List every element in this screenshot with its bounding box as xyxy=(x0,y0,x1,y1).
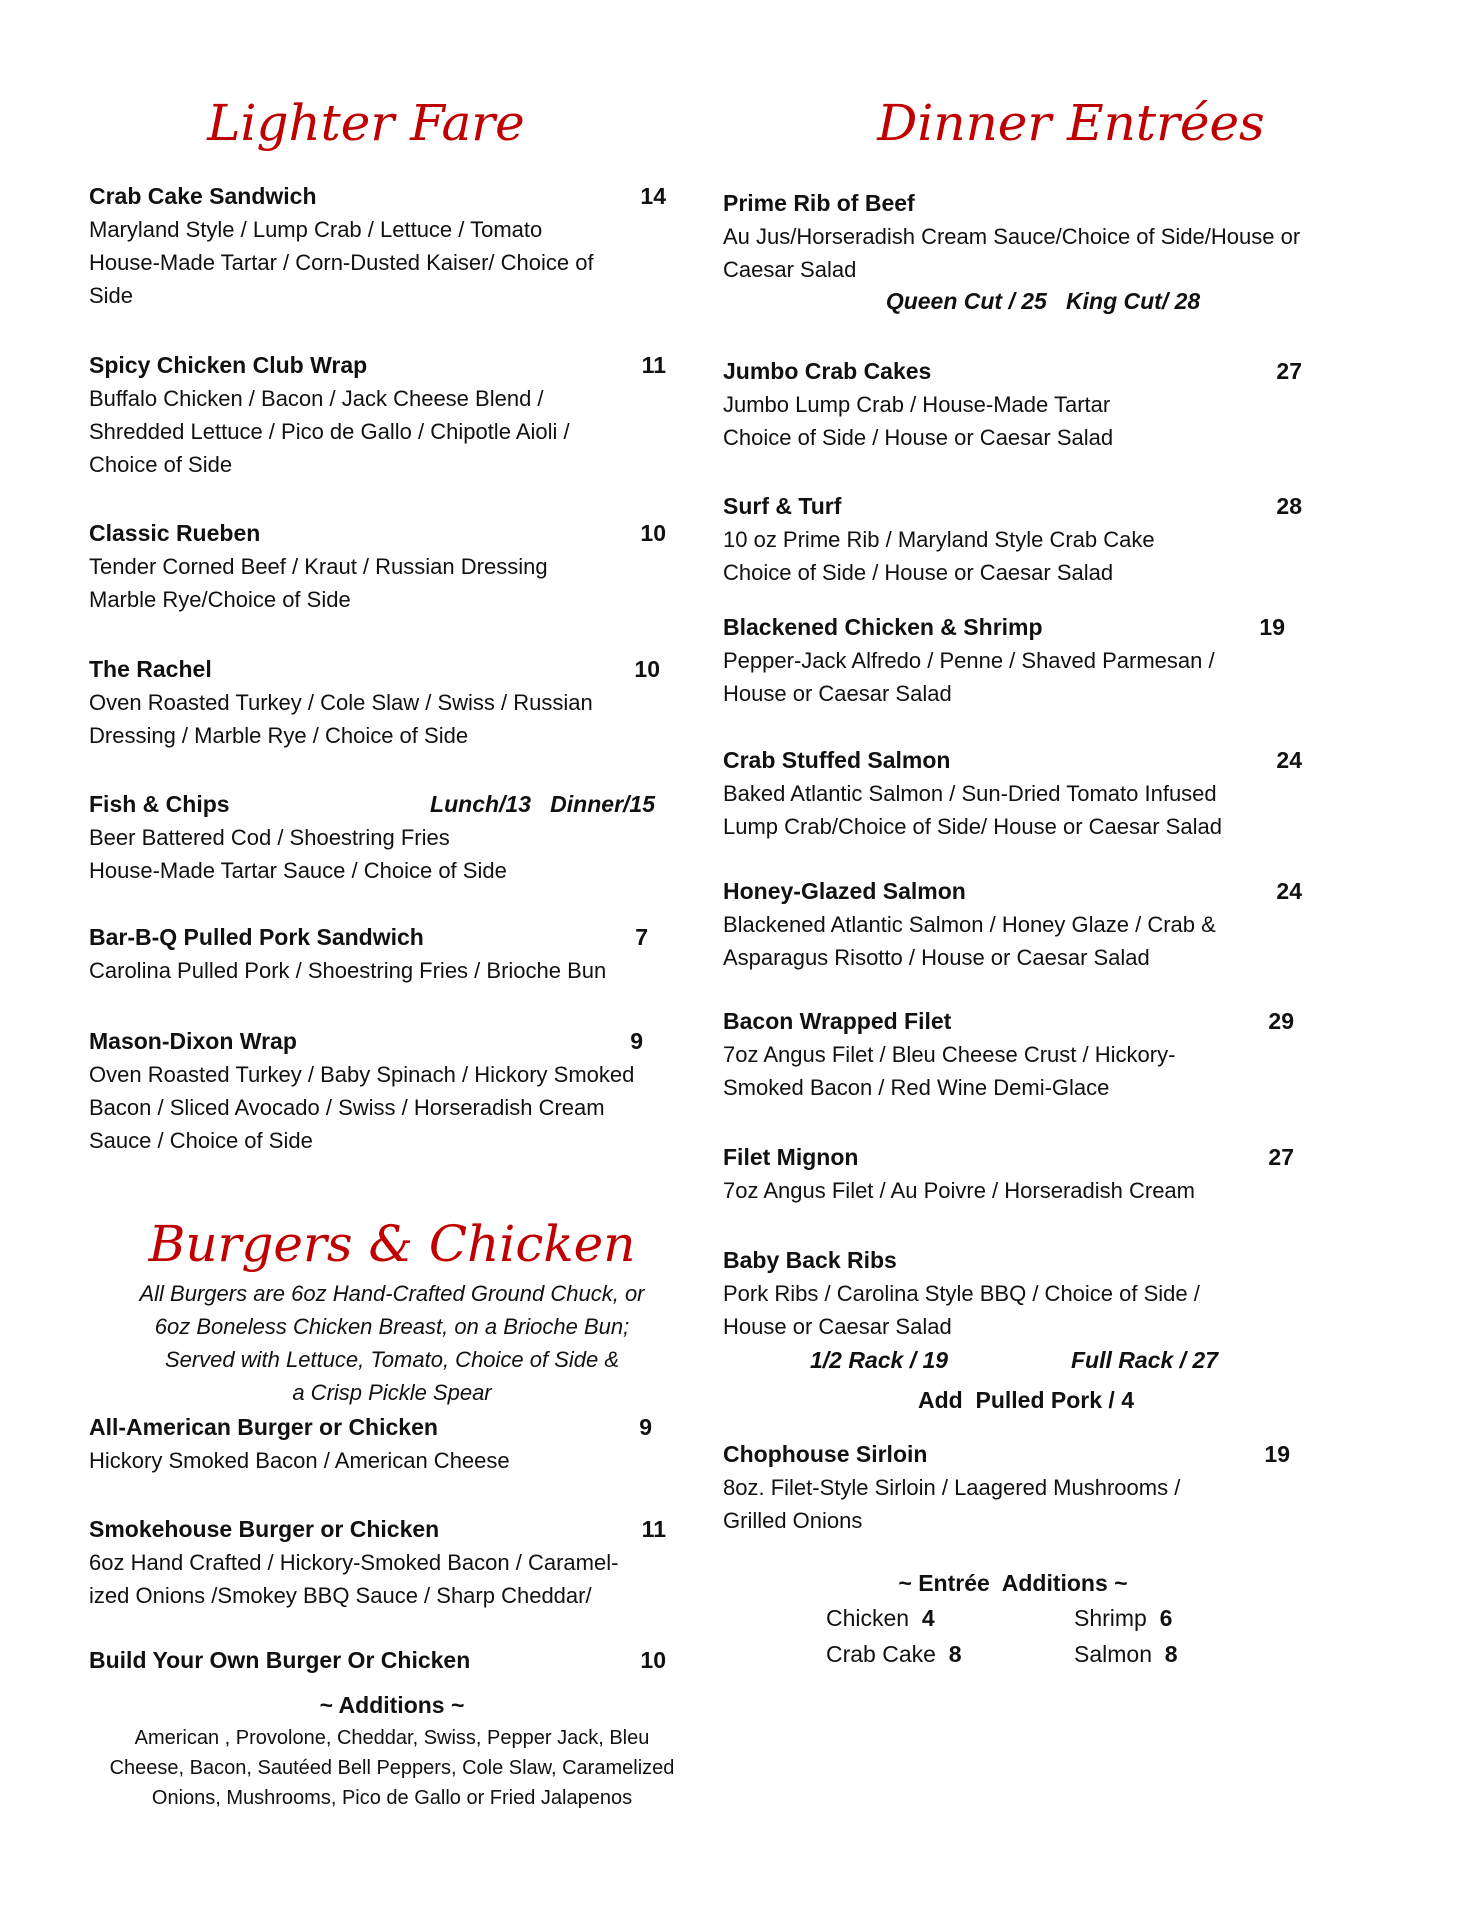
item-name: Blackened Chicken & Shrimp xyxy=(723,614,1043,640)
item-name: Prime Rib of Beef xyxy=(723,190,915,216)
addition-salmon xyxy=(1074,1641,1178,1668)
add-pulled-pork: Add Pulled Pork / 4 xyxy=(918,1387,1134,1413)
item-description: Shredded Lettuce / Pico de Gallo / Chipotle Aioli / xyxy=(89,419,570,444)
additions-line: Cheese, Bacon, Sautéed Bell Peppers, Cole Slaw, Caramelized xyxy=(109,1757,675,1779)
item-description: Au Jus/Horseradish Cream Sauce/Choice of Side/House or xyxy=(723,224,1301,249)
item-price: 27 xyxy=(1276,358,1302,384)
item-description: House-Made Tartar / Corn-Dusted Kaiser/ Choice of xyxy=(89,250,594,275)
item-description: Dressing / Marble Rye / Choice of Side xyxy=(89,723,469,748)
item-price: 29 xyxy=(1268,1008,1294,1034)
menu-item xyxy=(723,875,1302,974)
item-price: Lunch/13 Dinner/15 xyxy=(430,791,655,817)
intro-line: Served with Lettuce, Tomato, Choice of Side & xyxy=(164,1347,620,1372)
item-name: Filet Mignon xyxy=(723,1144,859,1170)
menu-item xyxy=(89,1025,643,1157)
prime-rib-cuts: Queen Cut / 25 King Cut/ 28 xyxy=(885,288,1201,314)
item-description: 7oz Angus Filet / Bleu Cheese Crust / Hickory- xyxy=(723,1042,1176,1067)
item-description: Carolina Pulled Pork / Shoestring Fries / Brioche Bun xyxy=(89,958,607,983)
addition-label: Salmon xyxy=(1074,1641,1152,1667)
item-price: 14 xyxy=(640,183,666,209)
item-price: 7 xyxy=(635,924,648,950)
item-description: Sauce / Choice of Side xyxy=(89,1128,313,1153)
menu-item xyxy=(723,611,1285,710)
intro-line: a Crisp Pickle Spear xyxy=(292,1380,492,1405)
addition-label: Crab Cake xyxy=(826,1641,936,1667)
item-description: Smoked Bacon / Red Wine Demi-Glace xyxy=(723,1075,1110,1100)
item-name: Chophouse Sirloin xyxy=(723,1441,928,1467)
item-name: Smokehouse Burger or Chicken xyxy=(89,1516,440,1542)
item-description: Side xyxy=(89,283,134,308)
intro-line: All Burgers are 6oz Hand-Crafted Ground Chuck, or xyxy=(139,1281,645,1306)
item-description: Oven Roasted Turkey / Cole Slaw / Swiss / Russian xyxy=(89,690,593,715)
item-description: Choice of Side / House or Caesar Salad xyxy=(723,425,1114,450)
menu-item xyxy=(723,744,1302,843)
item-description: Marble Rye/Choice of Side xyxy=(89,587,351,612)
item-name: The Rachel xyxy=(89,656,212,682)
menu-item xyxy=(723,1244,1302,1343)
menu-item xyxy=(89,180,666,312)
item-description: Oven Roasted Turkey / Baby Spinach / Hickory Smoked xyxy=(89,1062,635,1087)
additions-line: American , Provolone, Cheddar, Swiss, Pepper Jack, Bleu xyxy=(134,1727,650,1749)
menu-item xyxy=(89,517,666,616)
item-description: Buffalo Chicken / Bacon / Jack Cheese Blend / xyxy=(89,386,544,411)
item-price: 9 xyxy=(630,1028,643,1054)
item-name: All-American Burger or Chicken xyxy=(89,1414,438,1440)
intro-line: 6oz Boneless Chicken Breast, on a Brioche Bun; xyxy=(154,1314,630,1339)
item-name: Baby Back Ribs xyxy=(723,1247,897,1273)
item-price: 10 xyxy=(634,656,660,682)
item-name: Crab Stuffed Salmon xyxy=(723,747,951,773)
item-price: 27 xyxy=(1268,1144,1294,1170)
item-name: Spicy Chicken Club Wrap xyxy=(89,352,368,378)
menu-item xyxy=(89,788,655,887)
menu-item xyxy=(723,1141,1294,1207)
item-description: Lump Crab/Choice of Side/ House or Caesar Salad xyxy=(723,814,1222,839)
addition-label: Shrimp xyxy=(1074,1605,1147,1631)
menu-item xyxy=(89,653,660,752)
item-description: Asparagus Risotto / House or Caesar Salad xyxy=(723,945,1150,970)
addition-price: 6 xyxy=(1159,1605,1173,1631)
item-description: 10 oz Prime Rib / Maryland Style Crab Cake xyxy=(723,527,1155,552)
full-rack-price: Full Rack / 27 xyxy=(1071,1347,1219,1373)
addition-price: 8 xyxy=(948,1641,962,1667)
item-name: Mason-Dixon Wrap xyxy=(89,1028,297,1054)
addition-shrimp xyxy=(1074,1605,1172,1632)
menu-item xyxy=(89,921,648,987)
item-name: Fish & Chips xyxy=(89,791,230,817)
burgers-chicken-title: Burgers & Chicken xyxy=(148,1215,636,1273)
item-name: Build Your Own Burger Or Chicken xyxy=(89,1647,471,1673)
additions-line: Onions, Mushrooms, Pico de Gallo or Fried Jalapenos xyxy=(151,1787,633,1809)
item-description: Beer Battered Cod / Shoestring Fries xyxy=(89,825,450,850)
item-name: Classic Rueben xyxy=(89,520,261,546)
item-price: 19 xyxy=(1259,614,1285,640)
item-price: 28 xyxy=(1276,493,1302,519)
menu-item xyxy=(89,1644,666,1677)
item-description: House or Caesar Salad xyxy=(723,1314,952,1339)
item-description: Baked Atlantic Salmon / Sun-Dried Tomato Infused xyxy=(723,781,1217,806)
addition-price: 4 xyxy=(921,1605,935,1631)
item-name: Surf & Turf xyxy=(723,493,842,519)
item-price: 11 xyxy=(641,1516,666,1542)
item-description: Grilled Onions xyxy=(723,1508,863,1533)
item-description: Tender Corned Beef / Kraut / Russian Dressing xyxy=(89,554,548,579)
item-price: 11 xyxy=(641,352,666,378)
item-description: House or Caesar Salad xyxy=(723,681,952,706)
burger-additions-list xyxy=(110,1723,675,1813)
menu-item xyxy=(723,1438,1290,1537)
menu-item xyxy=(89,1411,652,1477)
lighter-fare-title: Lighter Fare xyxy=(207,94,525,152)
item-description: 7oz Angus Filet / Au Poivre / Horseradish Cream xyxy=(723,1178,1195,1203)
entree-additions-title: ~ Entrée Additions ~ xyxy=(898,1570,1128,1596)
item-price: 10 xyxy=(640,1647,666,1673)
item-price: 10 xyxy=(640,520,666,546)
item-name: Bacon Wrapped Filet xyxy=(723,1008,952,1034)
addition-chicken xyxy=(826,1605,935,1632)
menu-item xyxy=(89,1513,666,1612)
item-description: 6oz Hand Crafted / Hickory-Smoked Bacon / Caramel- xyxy=(89,1550,619,1575)
addition-crab-cake xyxy=(826,1641,962,1668)
menu-item xyxy=(723,1005,1294,1104)
item-description: Maryland Style / Lump Crab / Lettuce / Tomato xyxy=(89,217,543,242)
dinner-entrees-title: Dinner Entrées xyxy=(877,94,1265,152)
item-price: 24 xyxy=(1276,878,1302,904)
burger-additions-title: ~ Additions ~ xyxy=(319,1692,465,1718)
item-description: Choice of Side / House or Caesar Salad xyxy=(723,560,1114,585)
item-description: House-Made Tartar Sauce / Choice of Side xyxy=(89,858,507,883)
item-price: 19 xyxy=(1264,1441,1290,1467)
item-name: Crab Cake Sandwich xyxy=(89,183,317,209)
half-rack-price: 1/2 Rack / 19 xyxy=(810,1347,949,1373)
addition-label: Chicken xyxy=(826,1605,910,1631)
addition-price: 8 xyxy=(1164,1641,1178,1667)
item-description: Choice of Side xyxy=(89,452,233,477)
item-description: Hickory Smoked Bacon / American Cheese xyxy=(89,1448,510,1473)
item-description: Blackened Atlantic Salmon / Honey Glaze / Crab & xyxy=(723,912,1216,937)
menu-item xyxy=(723,490,1302,589)
item-price: 9 xyxy=(639,1414,652,1440)
menu-item xyxy=(723,355,1302,454)
item-name: Honey-Glazed Salmon xyxy=(723,878,966,904)
item-description: Jumbo Lump Crab / House-Made Tartar xyxy=(723,392,1111,417)
item-description: Bacon / Sliced Avocado / Swiss / Horseradish Cream xyxy=(89,1095,605,1120)
item-name: Jumbo Crab Cakes xyxy=(723,358,932,384)
item-description: Pepper-Jack Alfredo / Penne / Shaved Parmesan / xyxy=(723,648,1215,673)
item-price: 24 xyxy=(1276,747,1302,773)
item-description: Caesar Salad xyxy=(723,257,857,282)
item-description: 8oz. Filet-Style Sirloin / Laagered Mushrooms / xyxy=(723,1475,1181,1500)
menu-item xyxy=(89,349,666,481)
item-name: Bar-B-Q Pulled Pork Sandwich xyxy=(89,924,424,950)
burgers-intro xyxy=(139,1277,644,1409)
menu-item xyxy=(723,187,1302,286)
item-description: ized Onions /Smokey BBQ Sauce / Sharp Cheddar/ xyxy=(89,1583,592,1608)
item-description: Pork Ribs / Carolina Style BBQ / Choice of Side / xyxy=(723,1281,1200,1306)
